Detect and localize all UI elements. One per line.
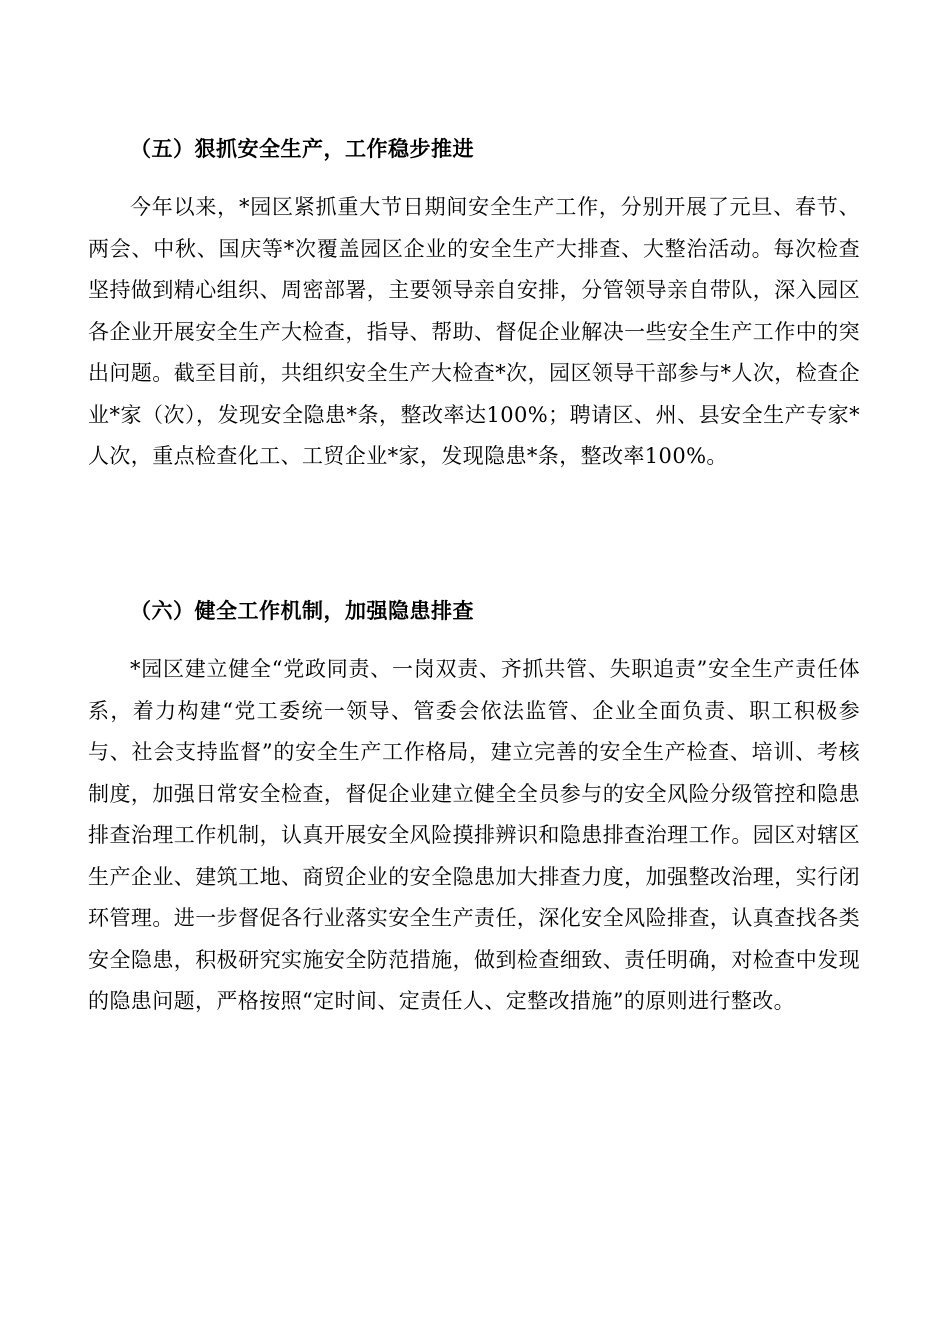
section-paragraph-5: 今年以来，*园区紧抓重大节日期间安全生产工作，分别开展了元旦、春节、两会、中秋、国庆等*次覆盖园区企业的安全生产大排查、大整治活动。每次检查坚持做到精心组织、周密部署，主要领导亲自安排，分管领导亲自带队，深入园区各企业开展安全生产大检查，指导、帮助、督促企业解决一些安全生产工作中的突出问题。截至目前，共组织安全生产大检查*次，园区领导干部参与*人次，检查企业*家（次），发现安全隐患*条，整改率达100%；聘请区、州、县安全生产专家*人次，重点检查化工、工贸企业*家，发现隐患*条，整改率100%。 xyxy=(88,195,860,468)
section-heading-5: （五）狠抓安全生产，工作稳步推进 xyxy=(130,136,474,161)
section-paragraph-6: *园区建立健全“党政同责、一岗双责、齐抓共管、失职追责”安全生产责任体系，着力构建“党工委统一领导、管委会依法监管、企业全面负责、职工积极参与、社会支持监督”的安全生产工作格局，建立完善的安全生产检查、培训、考核制度，加强日常安全检查，督促企业建立健全全员参与的安全风险分级管控和隐患排查治理工作机制，认真开展安全风险摸排辨识和隐患排查治理工作。园区对辖区生产企业、建筑工地、商贸企业的安全隐患加大排查力度，加强整改治理，实行闭环管理。进一步督促各行业落实安全生产责任，深化安全风险排查，认真查找各类安全隐患，积极研究实施安全防范措施，做到检查细致、责任明确，对检查中发现的隐患问题，严格按照“定时间、定责任人、定整改措施”的原则进行整改。 xyxy=(88,657,860,1013)
section-heading-6: （六）健全工作机制，加强隐患排查 xyxy=(130,598,474,623)
